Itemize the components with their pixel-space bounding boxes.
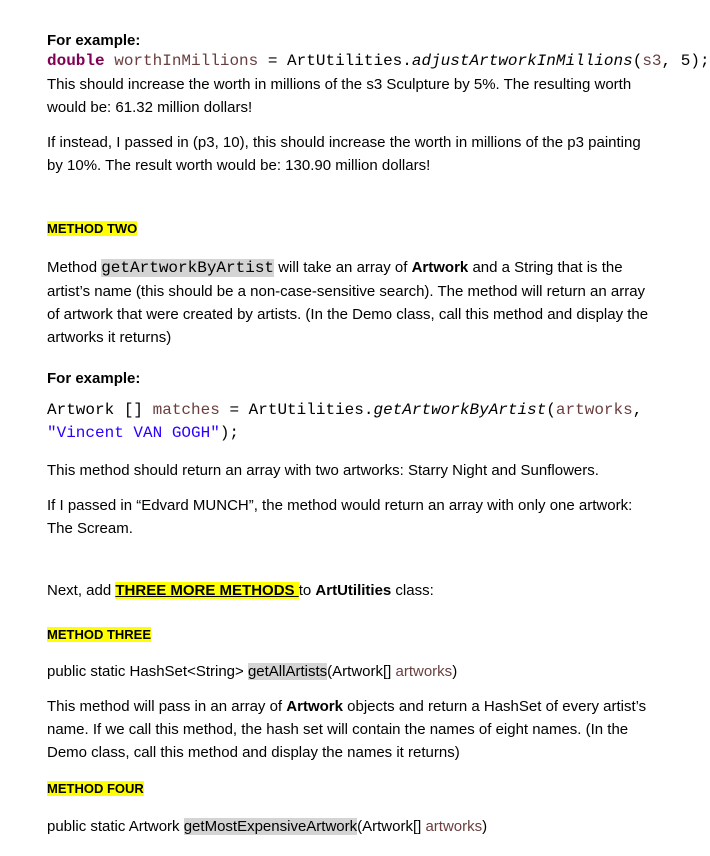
text: class: <box>391 582 434 599</box>
text: will take an array of <box>274 259 412 276</box>
text: (Artwork[] <box>327 663 396 680</box>
code-argument: s3 <box>642 52 662 70</box>
code-argument: artworks <box>555 401 633 419</box>
example-label: For example: <box>47 32 141 49</box>
parameter-name: artworks <box>425 818 483 835</box>
heading-text: METHOD TWO <box>47 221 138 236</box>
bold-text: Artwork <box>286 698 343 715</box>
inline-code: getArtworkByArtist <box>101 259 275 277</box>
bold-text: ArtUtilities <box>315 582 392 599</box>
text: Method <box>47 259 102 276</box>
example-label: For example: <box>47 370 141 387</box>
method-signature <box>47 660 657 683</box>
text: This method will pass in an array of <box>47 698 287 715</box>
heading-text: METHOD FOUR <box>47 781 144 796</box>
code-keyword: double <box>47 52 105 70</box>
paragraph <box>47 256 657 349</box>
text: ) <box>452 663 458 680</box>
method-name: getAllArtists <box>247 663 328 680</box>
text: Next, add <box>47 582 116 599</box>
code-text: , <box>632 401 643 419</box>
paragraph-next <box>47 579 657 602</box>
text: public static Artwork <box>47 818 184 835</box>
code-text: , 5); <box>661 52 710 70</box>
text: objects and return a HashSet of every artist’s name. If we call this method, the hash set will contain the names of eight names. (In the Demo class, call this method and display the names it returns) <box>47 698 647 761</box>
text: and a String that is the artist’s name (this should be a non-case-sensitive search). The method will return an array of artwork that were created by artists. (In the Demo class, call this method and display the artworks it returns) <box>47 259 649 346</box>
code-text: ); <box>219 424 240 442</box>
section-heading-method-four <box>47 777 657 800</box>
code-line-adjust-artwork <box>47 50 710 73</box>
text: (Artwork[] <box>357 818 426 835</box>
text: public static HashSet<String> <box>47 663 248 680</box>
paragraph: This method should return an array with two artworks: Starry Night and Sunflowers. <box>47 462 599 479</box>
code-variable: matches <box>152 401 220 419</box>
highlighted-text: THREE MORE METHODS <box>115 582 299 599</box>
paragraph: If I passed in “Edvard MUNCH”, the method would return an array with only one artwork: The Scream. <box>47 497 633 537</box>
text: to <box>298 582 316 599</box>
section-heading-method-two <box>47 217 657 240</box>
code-text: = ArtUtilities. <box>219 401 374 419</box>
paragraph: This should increase the worth in millions of the s3 Sculpture by 5%. The resulting worth would be: 61.32 million dollars! <box>47 76 632 116</box>
code-line-get-artwork-by-artist <box>47 399 667 445</box>
code-variable: worthInMillions <box>114 52 259 70</box>
code-string: "Vincent VAN GOGH" <box>47 424 220 442</box>
section-heading-method-three <box>47 623 657 646</box>
code-method: adjustArtworkInMillions <box>411 52 633 70</box>
bold-text: Artwork <box>411 259 469 276</box>
paragraph <box>47 695 657 764</box>
code-text: ( <box>632 52 643 70</box>
code-text: = ArtUtilities. <box>258 52 412 70</box>
method-name: getMostExpensiveArtwork <box>183 818 358 835</box>
code-text: Artwork [] <box>47 401 153 419</box>
code-method: getArtworkByArtist <box>373 401 547 419</box>
text: ) <box>482 818 488 835</box>
heading-text: METHOD THREE <box>47 627 151 642</box>
method-signature <box>47 815 657 838</box>
paragraph: If instead, I passed in (p3, 10), this should increase the worth in millions of the p3 painting by 10%. The result worth would be: 130.90 million dollars! <box>47 134 641 174</box>
parameter-name: artworks <box>395 663 453 680</box>
code-text: ( <box>546 401 556 419</box>
